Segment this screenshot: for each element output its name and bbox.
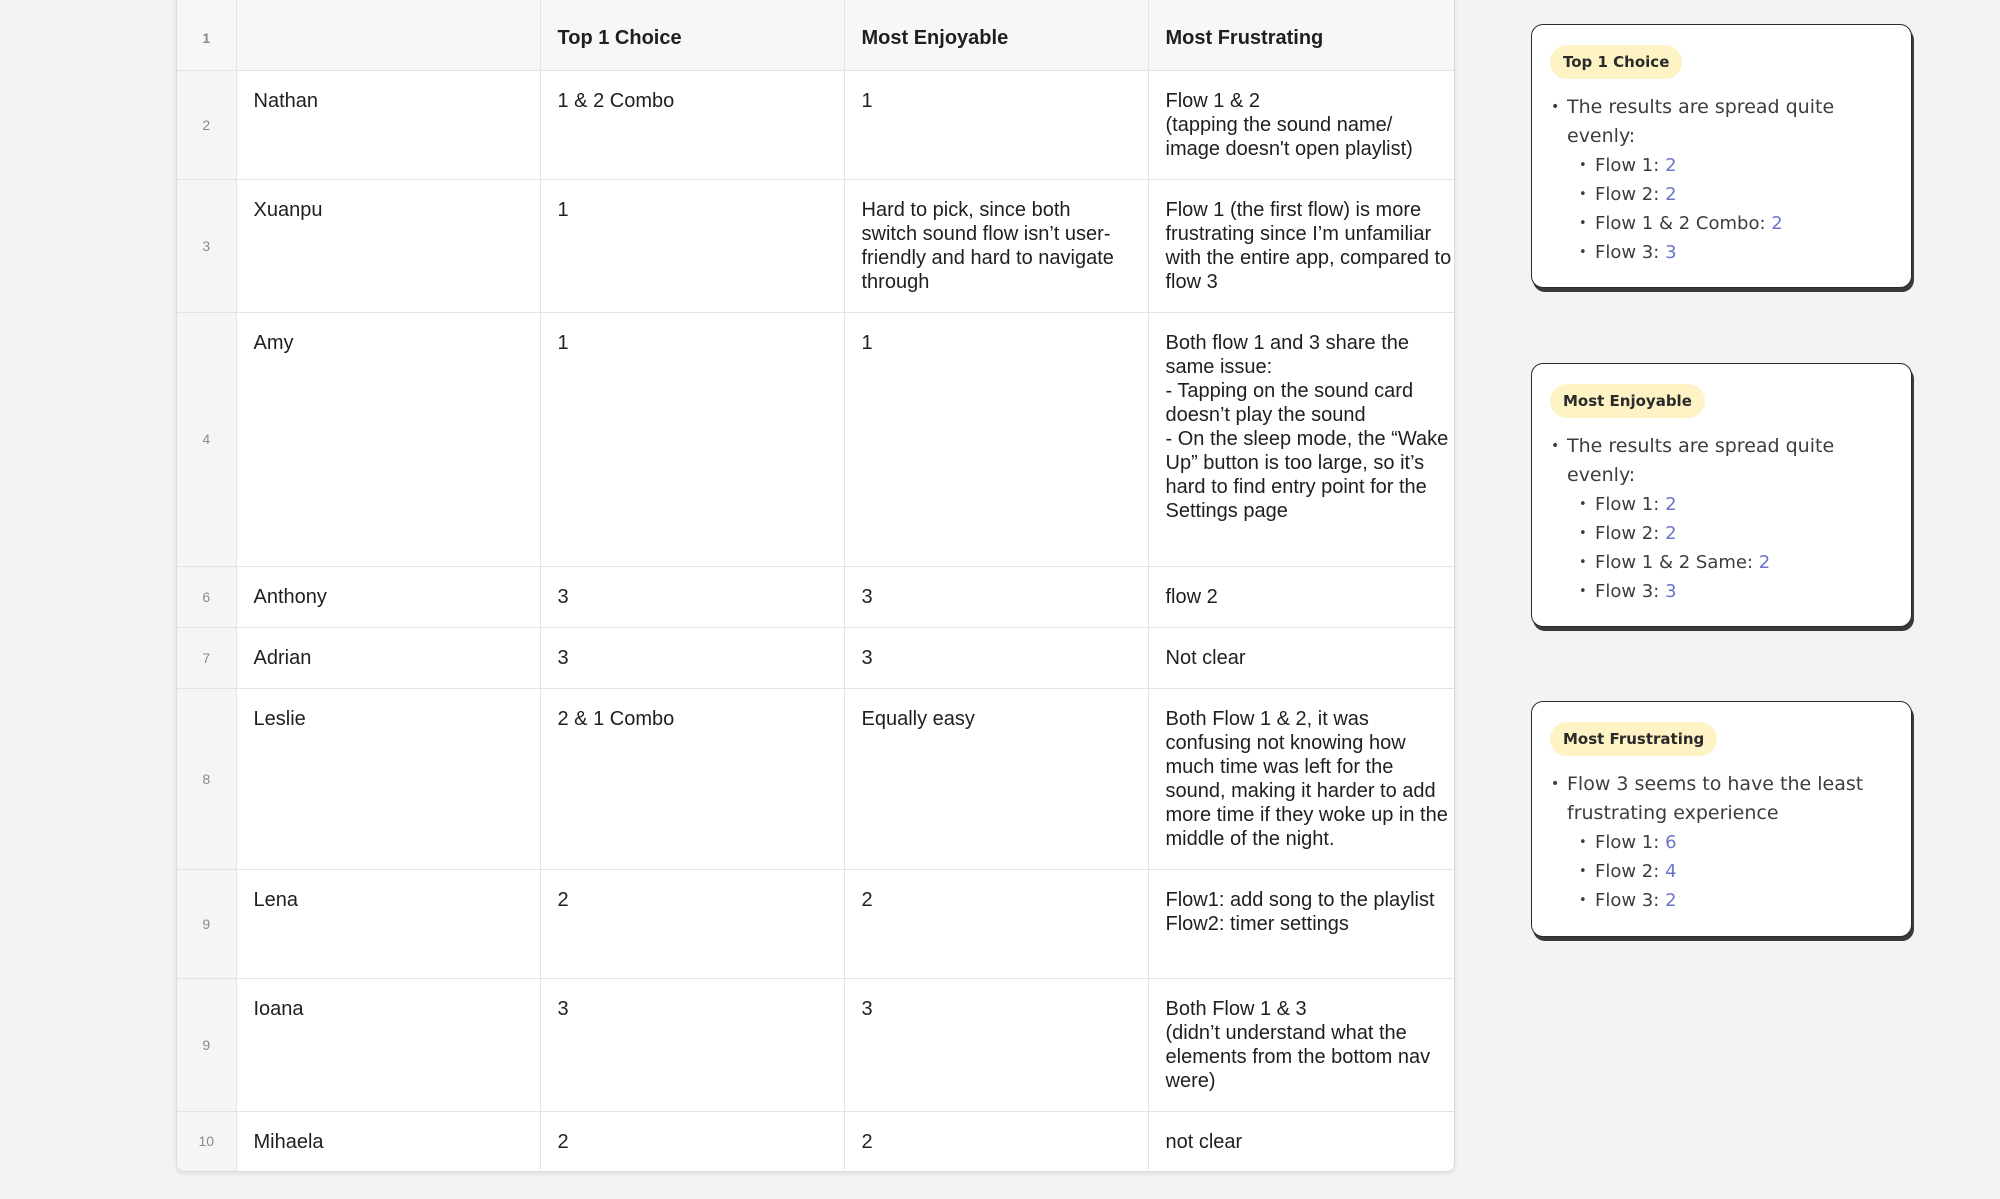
cell-name[interactable]: Adrian [236, 627, 540, 688]
cell-most-enjoyable[interactable]: Hard to pick, since both switch sound flow isn’t user-friendly and hard to navigate through [844, 179, 1148, 312]
cell-name[interactable]: Xuanpu [236, 179, 540, 312]
cell-name[interactable]: Lena [236, 869, 540, 978]
cell-most-enjoyable[interactable]: 3 [844, 627, 1148, 688]
cell-top-choice[interactable]: 2 [540, 1111, 844, 1171]
cell-top-choice[interactable]: 1 [540, 179, 844, 312]
list-item: • Flow 2: 4 [1595, 857, 1891, 886]
row-number: 1 [177, 0, 236, 70]
cell-most-frustrating[interactable]: Not clear [1148, 627, 1454, 688]
list-item: • Flow 1: 2 [1595, 151, 1891, 180]
cell-most-frustrating[interactable]: Both Flow 1 & 3 (didn’t understand what the elements from the bottom nav were) [1148, 978, 1454, 1111]
cell-name[interactable]: Ioana [236, 978, 540, 1111]
cell-most-frustrating[interactable]: Both Flow 1 & 2, it was confusing not knowing how much time was left for the sound, making it harder to add more time if they woke up in the middle of the night. [1148, 688, 1454, 869]
feedback-table [176, 0, 1455, 1172]
table-row [177, 627, 1454, 688]
table-row [177, 688, 1454, 869]
row-number: 6 [177, 566, 236, 627]
cell-most-enjoyable[interactable]: 2 [844, 1111, 1148, 1171]
cell-top-choice[interactable]: 3 [540, 627, 844, 688]
list-item: • Flow 3: 2 [1595, 886, 1891, 915]
cell-top-choice[interactable]: 2 & 1 Combo [540, 688, 844, 869]
cell-most-frustrating[interactable]: not clear [1165, 1130, 1243, 1153]
cell-name[interactable]: Nathan [236, 70, 540, 179]
header-row [177, 0, 1454, 70]
row-number: 10 [177, 1111, 236, 1171]
card-bullets [1550, 93, 1891, 267]
row-number: 8 [177, 688, 236, 869]
cell-top-choice[interactable]: 2 [540, 869, 844, 978]
table-row [177, 179, 1454, 312]
cell-most-enjoyable[interactable]: 1 [844, 312, 1148, 566]
list-item: • Flow 1 & 2 Same: 2 [1595, 548, 1891, 577]
cell-top-choice[interactable]: 3 [540, 566, 844, 627]
card-tag: Top 1 Choice [1550, 45, 1682, 79]
table-grid [177, 0, 1454, 1171]
row-number: 9 [177, 978, 236, 1111]
header-cell-most-enjoyable[interactable]: Most Enjoyable [844, 0, 1148, 70]
table-row [177, 1111, 1454, 1171]
cell-name[interactable]: Leslie [236, 688, 540, 869]
cell-top-choice[interactable]: 3 [540, 978, 844, 1111]
list-item: • Flow 1: 2 [1595, 490, 1891, 519]
row-number: 4 [177, 312, 236, 566]
cell-name[interactable]: Mihaela [236, 1111, 540, 1171]
cell-most-frustrating[interactable]: Flow 1 & 2 (tapping the sound name/ image doesn't open playlist) [1148, 70, 1454, 179]
list-item: • Flow 1: 6 [1595, 828, 1891, 857]
table-row [177, 312, 1454, 566]
cell-most-frustrating[interactable]: flow 2 [1148, 566, 1454, 627]
cell-most-enjoyable[interactable]: 1 [844, 70, 1148, 179]
row-number: 2 [177, 70, 236, 179]
cell-most-frustrating[interactable]: Both flow 1 and 3 share the same issue: - Tapping on the sound card doesn’t play the sound - On the sleep mode, the “Wake Up” button is too large, so it’s hard to find entry point for the Settings page [1148, 312, 1454, 566]
table-row [177, 869, 1454, 978]
summary-card-top-choice[interactable] [1531, 24, 1912, 288]
cell-top-choice[interactable]: 1 & 2 Combo [540, 70, 844, 179]
cell-name[interactable]: Anthony [236, 566, 540, 627]
card-tag: Most Frustrating [1550, 722, 1717, 756]
row-number: 3 [177, 179, 236, 312]
cell-most-frustrating[interactable]: Flow 1 (the first flow) is more frustrating since I’m unfamiliar with the entire app, compared to flow 3 [1148, 179, 1454, 312]
card-tag: Most Enjoyable [1550, 384, 1705, 418]
summary-card-most-enjoyable[interactable] [1531, 363, 1912, 627]
card-bullets [1550, 432, 1891, 606]
row-number: 9 [177, 869, 236, 978]
cell-top-choice[interactable]: 1 [540, 312, 844, 566]
card-summary: • The results are spread quite evenly: • Flow 1: 2 • Flow 2: 2 • Flow 1 & 2 Combo: 2 • Flow 3: 3 [1567, 93, 1891, 267]
list-item: • Flow 2: 2 [1595, 519, 1891, 548]
list-item: • Flow 3: 3 [1595, 577, 1891, 606]
card-bullets [1550, 770, 1891, 915]
list-item: • Flow 3: 3 [1595, 238, 1891, 267]
cell-most-enjoyable[interactable]: 3 [844, 566, 1148, 627]
cell-most-enjoyable[interactable]: 2 [844, 869, 1148, 978]
cell-most-enjoyable[interactable]: 3 [844, 978, 1148, 1111]
table-row [177, 978, 1454, 1111]
list-item: • Flow 1 & 2 Combo: 2 [1595, 209, 1891, 238]
row-number: 7 [177, 627, 236, 688]
header-cell-most-frustrating[interactable]: Most Frustrating [1148, 0, 1454, 70]
header-cell-name[interactable] [236, 0, 540, 70]
cell-most-enjoyable[interactable]: Equally easy [844, 688, 1148, 869]
card-summary: • Flow 3 seems to have the least frustrating experience • Flow 1: 6 • Flow 2: 4 • Flow 3: 2 [1567, 770, 1891, 915]
cell-most-frustrating[interactable]: Flow1: add song to the playlist Flow2: timer settings [1148, 869, 1454, 978]
list-item: • Flow 2: 2 [1595, 180, 1891, 209]
header-cell-top-choice[interactable]: Top 1 Choice [540, 0, 844, 70]
card-summary: • The results are spread quite evenly: • Flow 1: 2 • Flow 2: 2 • Flow 1 & 2 Same: 2 • Flow 3: 3 [1567, 432, 1891, 606]
table-row [177, 70, 1454, 179]
summary-card-most-frustrating[interactable] [1531, 701, 1912, 937]
table-row [177, 566, 1454, 627]
cell-name[interactable]: Amy [236, 312, 540, 566]
